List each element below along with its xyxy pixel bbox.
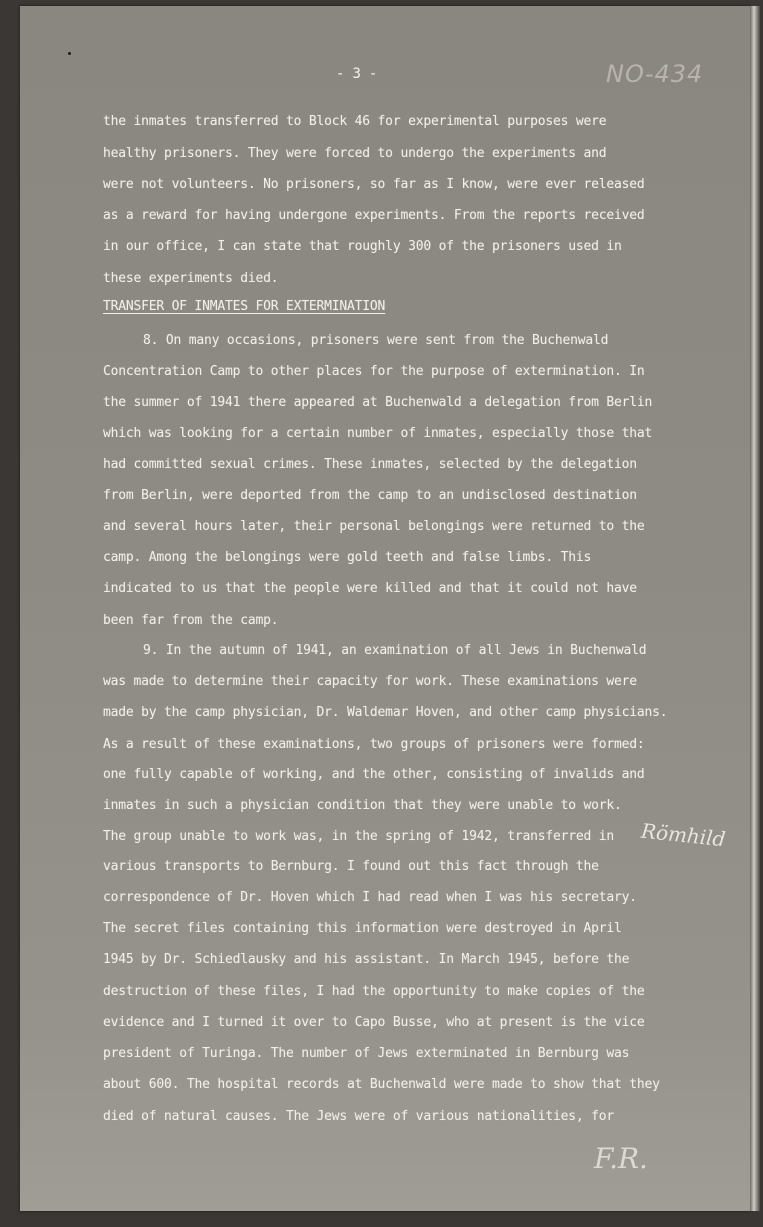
text-line: which was looking for a certain number of inmates, especially those that bbox=[103, 426, 653, 441]
text-line: the inmates transferred to Block 46 for experimental purposes were bbox=[103, 114, 607, 129]
text-line: indicated to us that the people were killed and that it could not have bbox=[103, 581, 637, 596]
text-line: evidence and I turned it over to Capo Busse, who at present is the vice bbox=[103, 1015, 645, 1030]
text-line: and several hours later, their personal belongings were returned to the bbox=[103, 519, 645, 534]
handwritten-initials: F.R. bbox=[594, 1142, 648, 1175]
text-line: in our office, I can state that roughly 300 of the prisoners used in bbox=[103, 239, 622, 254]
text-line: these experiments died. bbox=[103, 271, 279, 286]
text-line: the summer of 1941 there appeared at Buchenwald a delegation from Berlin bbox=[103, 395, 653, 410]
text-line: The secret files containing this information were destroyed in April bbox=[103, 921, 622, 936]
text-line: correspondence of Dr. Hoven which I had read when I was his secretary. bbox=[103, 890, 637, 905]
document-id-handwritten: NO-434 bbox=[606, 60, 704, 88]
page-edge bbox=[750, 6, 760, 1211]
text-line: from Berlin, were deported from the camp to an undisclosed destination bbox=[103, 488, 637, 503]
text-line: been far from the camp. bbox=[103, 613, 279, 628]
text-line: As a result of these examinations, two groups of prisoners were formed: bbox=[103, 737, 645, 752]
text-line: destruction of these files, I had the opportunity to make copies of the bbox=[103, 984, 645, 999]
text-line: made by the camp physician, Dr. Waldemar Hoven, and other camp physicians. bbox=[103, 705, 668, 720]
handwritten-margin-note: Römhild bbox=[639, 818, 727, 852]
text-line: inmates in such a physician condition that they were unable to work. bbox=[103, 798, 622, 813]
text-line: The group unable to work was, in the spring of 1942, transferred in bbox=[103, 829, 614, 844]
text-line: died of natural causes. The Jews were of various nationalities, for bbox=[103, 1109, 614, 1124]
text-line: healthy prisoners. They were forced to undergo the experiments and bbox=[103, 146, 607, 161]
text-line: as a reward for having undergone experiments. From the reports received bbox=[103, 208, 645, 223]
paper-mark bbox=[68, 52, 71, 55]
text-line: one fully capable of working, and the other, consisting of invalids and bbox=[103, 767, 645, 782]
text-line: 8. On many occasions, prisoners were sent from the Buchenwald bbox=[143, 333, 609, 348]
text-line: president of Turinga. The number of Jews exterminated in Bernburg was bbox=[103, 1046, 630, 1061]
text-line: had committed sexual crimes. These inmates, selected by the delegation bbox=[103, 457, 637, 472]
text-line: was made to determine their capacity for work. These examinations were bbox=[103, 674, 637, 689]
text-line: were not volunteers. No prisoners, so far as I know, were ever released bbox=[103, 177, 645, 192]
text-line: camp. Among the belongings were gold teeth and false limbs. This bbox=[103, 550, 592, 565]
text-line: Concentration Camp to other places for the purpose of extermination. In bbox=[103, 364, 645, 379]
section-heading: TRANSFER OF INMATES FOR EXTERMINATION bbox=[103, 299, 386, 314]
text-line: 9. In the autumn of 1941, an examination of all Jews in Buchenwald bbox=[143, 643, 647, 658]
page-number: - 3 - bbox=[336, 66, 378, 82]
text-line: about 600. The hospital records at Buchenwald were made to show that they bbox=[103, 1077, 660, 1092]
text-line: 1945 by Dr. Schiedlausky and his assistant. In March 1945, before the bbox=[103, 952, 630, 967]
text-line: various transports to Bernburg. I found out this fact through the bbox=[103, 859, 599, 874]
